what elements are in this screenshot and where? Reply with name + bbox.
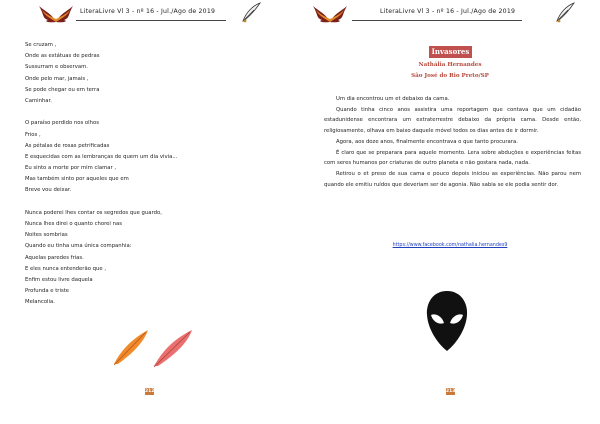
poem-line: Se pode chegar ou em terra (25, 86, 100, 93)
poem-line: Mas também sinto por aqueles que em (25, 176, 129, 183)
story-title: Invasores (429, 46, 472, 58)
poem (25, 40, 177, 309)
header-text: LiteraLivre Vl 3 - nº 16 - Jul./Ago de 2019 (380, 8, 516, 15)
poem-line: Frios , (25, 131, 41, 138)
header-rule (76, 20, 226, 21)
header-rule (352, 20, 522, 21)
facebook-link[interactable]: https://www.facebook.com/nathalia.hernandes9 (392, 243, 508, 248)
page-number: 213 (446, 389, 456, 394)
poem-line (25, 107, 177, 118)
poem-line: Caminhar. (25, 97, 52, 104)
poem-line (25, 197, 177, 208)
author-location: São José do Rio Preto/SP (411, 73, 489, 79)
header-text: LiteraLivre Vl 3 - nº 16 - Jul./Ago de 2019 (80, 8, 216, 15)
poem-line: Nunca poderei lhes contar os segredos que guardo, (25, 209, 162, 216)
poem-line: Eu sinto a morte por mim clamar , (25, 165, 117, 172)
wings-logo-icon (312, 2, 348, 24)
poem-line: Se cruzam , (25, 42, 57, 48)
poem-line: Noites sombrias (25, 232, 68, 239)
story-paragraph: Retirou o et preso de sua cama e pouco depois iniciou as experiências. Não parou nem quando ele emitiu ruídos que deveriam ser de agonia. Não sabia se ele podia sentir dor. (324, 170, 581, 188)
poem-line: Quando eu tinha uma única companhia: (25, 243, 132, 250)
alien-head-icon (425, 289, 469, 353)
page-number: 212 (145, 389, 155, 394)
poem-line: Aquelas paredes frias. (25, 254, 84, 261)
poem-line: Onde as estátuas de pedras (25, 53, 100, 60)
author-name: Nathália Hernandes (418, 62, 482, 68)
poem-line: As pétalas de rosas petrificadas (25, 142, 110, 149)
poem-line: E esquecidas com as lembranças de quem um dia vivia... (25, 153, 178, 160)
poem-line: E eles nunca entenderão que , (25, 265, 106, 272)
story-paragraph: Um dia encontrou um et debaixo da cama. (336, 96, 450, 102)
poem-line: Enfim estou livre daquela (25, 276, 93, 283)
quill-icon (554, 1, 576, 23)
story-paragraph: Agora, aos doze anos, finalmente encontrava o que tanto procurara. (336, 138, 518, 145)
right-page (300, 0, 600, 424)
poem-line: O paraíso perdido nos olhos (25, 120, 99, 127)
story-body (324, 94, 581, 190)
poem-line: Nunca lhes direi o quanto chorei nas (25, 221, 122, 227)
poem-line: Melancolia. (25, 299, 55, 306)
poem-line: Sussurram e observam. (25, 64, 88, 71)
poem-line: Onde pelo mar, jamais , (25, 75, 89, 82)
feathers-icon (110, 324, 200, 368)
story-paragraph: Quando tinha cinco anos assistira uma reportagem que contava que um cidadão estadunidense encontrara um extraterrestre debaixo da própria cama. Desde então, religiosamente, olhava em baixo daquele móvel todos os dias antes de ir dormir. (324, 106, 581, 135)
poem-line: Profunda e triste (25, 288, 70, 295)
poem-line: Breve vou deixar. (25, 187, 72, 194)
wings-logo-icon (38, 2, 74, 24)
quill-icon (240, 1, 262, 23)
story-paragraph: É claro que se preparara para aquele momento. Lera sobre abduções e experiências feitas com seres humanos por criaturas de outro planeta e não gostara nada, nada. (324, 149, 581, 167)
